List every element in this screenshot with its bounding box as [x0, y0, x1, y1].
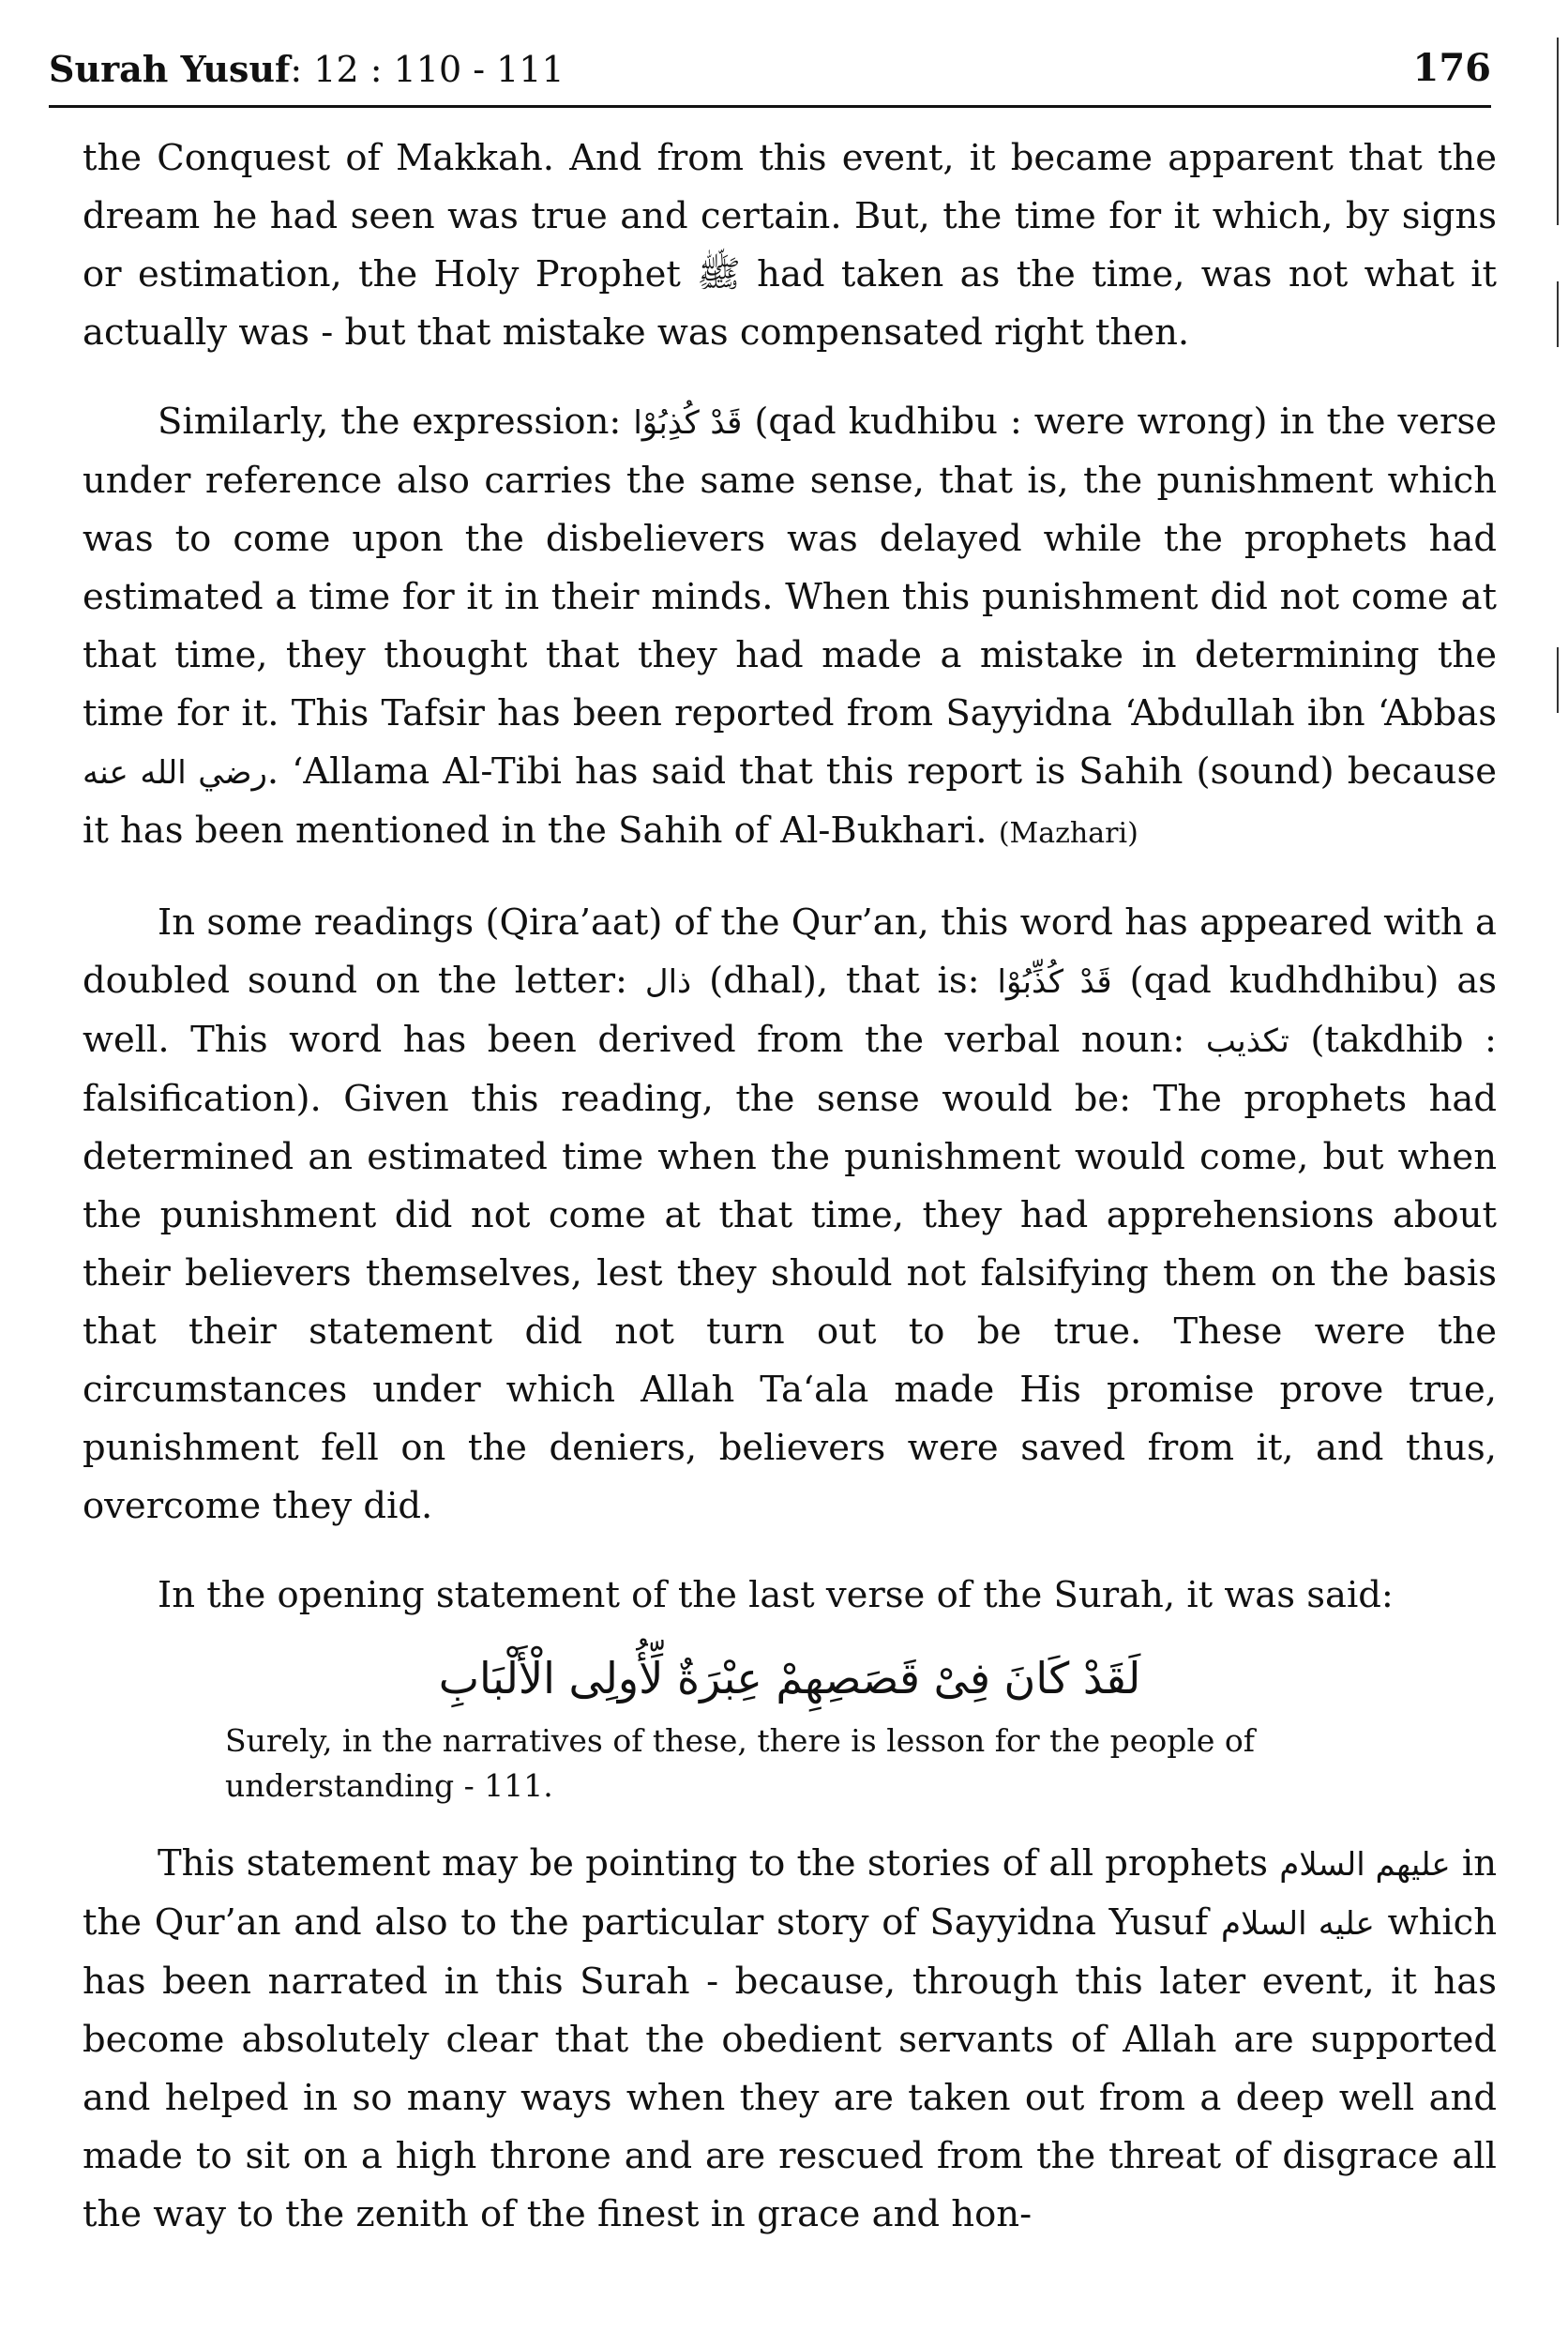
arabic-term: تكذيب: [1205, 1022, 1289, 1060]
paragraph-5: [83, 1835, 1497, 2244]
text-span: (qad kudhibu : were wrong) in the verse under reference also carries the same sense, that is, the punishment which was to come upon the disbelievers was delayed while the prophets had estimated a time for it in their minds. When this punishment did not come at that time, they thought that they had made a mistake in determining the time for it. This Tafsir has been reported from Sayyidna ‘Abdullah ibn ‘Abbas: [83, 401, 1497, 734]
paragraph-3: [83, 894, 1497, 1536]
honorific-ligature: عليه السلام: [1221, 1905, 1375, 1943]
text-span: (dhal), that is:: [709, 960, 980, 1002]
page-header: [49, 38, 1491, 90]
verse-translation: Surely, in the narratives of these, there is lesson for the people of understanding - 111.: [225, 1722, 1255, 1804]
running-head: [49, 48, 565, 90]
text-span: . ‘Allama Al-Tibi has said that this report is Sahih (sound) because it has been mentioned in the Sahih of Al-Bukhari.: [83, 750, 1497, 852]
text-span: This statement may be pointing to the stories of all prophets: [158, 1842, 1268, 1885]
arabic-term: قَدْ كُذِّبُوْا: [997, 963, 1112, 1001]
text-span: (takdhib : falsification). Given this reading, the sense would be: The prophets had determined an estimated time when the punishment would come, but when the punishment did not come at that time, they had apprehensions about their believers themselves, lest they should not falsifying them on the basis that their statement did not turn out to be true. These were the circumstances under which Allah Ta‘ala made His promise prove true, punishment fell on the deniers, believers were saved from it, and thus, overcome they did.: [83, 1019, 1497, 1527]
honorific-ligature: رضي الله عنه: [83, 754, 267, 792]
paragraph-4: In the opening statement of the last verse of the Surah, it was said:: [158, 1574, 1394, 1616]
arabic-term: ذال: [644, 963, 692, 1001]
text-span: (qad kudhdhibu) as well. This word has been derived from the verbal noun:: [83, 960, 1498, 1061]
surah-name: Surah Yusuf: [49, 48, 291, 90]
page-edge-mark: [1557, 281, 1559, 347]
verse-reference: : 12 : 110 - 111: [290, 49, 565, 90]
paragraph-2: [83, 393, 1497, 863]
source-citation: (Mazhari): [998, 817, 1138, 850]
page-edge-mark: [1557, 38, 1559, 225]
body-text: [83, 129, 1497, 2244]
arabic-term: قَدْ كُذِبُوْا: [633, 404, 743, 442]
text-span: Similarly, the expression:: [158, 401, 622, 443]
arabic-term: عليهم السلام: [1279, 1846, 1451, 1884]
text-span: which has been narrated in this Surah - because, through this later event, it has become absolutely clear that the obedient servants of Allah are supported and helped in so many ways when they are taken out from a deep well and made to sit on a high throne and are rescued from the threat of disgrace all the way to the zenith of the finest in grace and hon-: [83, 1901, 1497, 2235]
quran-verse: لَقَدْ كَانَ فِىْ قَصَصِهِمْ عِبْرَةٌ لِّأُولِى الْأَلْبَابِ: [438, 1653, 1141, 1704]
header-rule: [49, 105, 1491, 108]
page-edge-mark: [1557, 647, 1559, 713]
text-span: in the Qur’an and also to the particular story of Sayyidna Yusuf: [83, 1842, 1497, 1944]
text-span: In some readings (Qira’aat) of the Qur’an, this word has appeared with a doubled sound on the letter:: [83, 901, 1497, 1002]
page-number: 176: [1412, 46, 1491, 90]
paragraph-1: the Conquest of Makkah. And from this event, it became apparent that the dream he had seen was true and certain. But, the time for it which, by signs or estimation, the Holy Prophet ﷺ had taken as the time, was not what it actually was - but that mistake was compensated right then.: [83, 137, 1497, 354]
